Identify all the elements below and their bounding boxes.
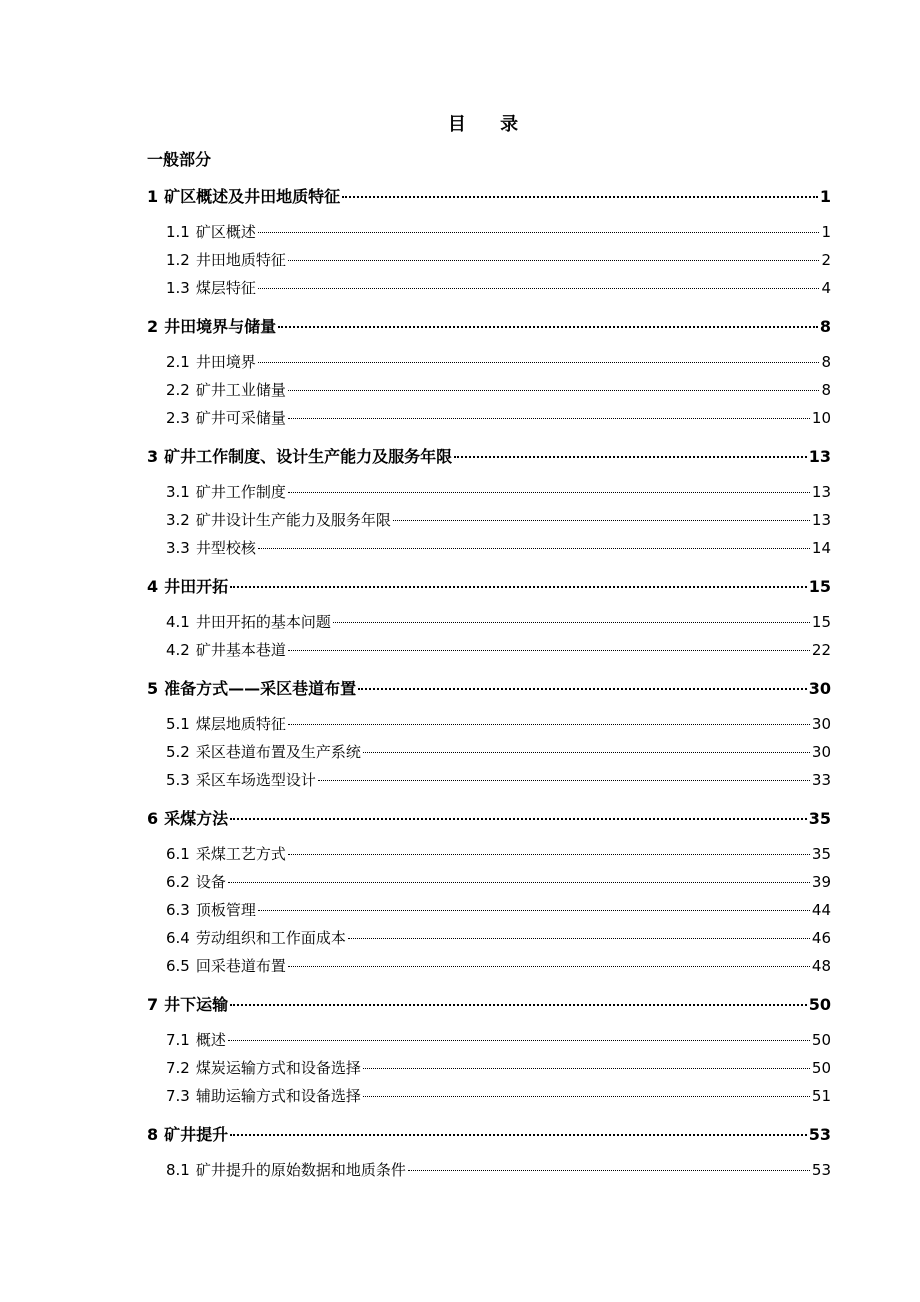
entry-number: 7.3	[166, 1087, 190, 1105]
dot-leader	[258, 548, 810, 549]
toc-chapter[interactable]	[147, 314, 831, 337]
entry-title: 采煤方法	[164, 809, 229, 828]
toc-chapter[interactable]	[147, 806, 831, 829]
entry-number: 1	[147, 187, 159, 206]
entry-page-number: 10	[811, 409, 831, 427]
toc-item[interactable]	[166, 611, 831, 632]
toc-item[interactable]	[166, 1085, 831, 1106]
toc-item[interactable]	[166, 277, 831, 298]
entry-number: 8	[147, 1125, 159, 1144]
entry-page-number: 22	[811, 641, 831, 659]
toc-item[interactable]	[166, 899, 831, 920]
entry-page-number: 14	[811, 539, 831, 557]
dot-leader	[333, 622, 810, 623]
dot-leader	[348, 938, 810, 939]
entry-title: 井田境界	[195, 353, 256, 371]
entry-number: 6	[147, 809, 159, 828]
toc-item[interactable]	[166, 537, 831, 558]
entry-number: 3.1	[166, 483, 190, 501]
toc-item[interactable]	[166, 955, 831, 976]
entry-number: 3.3	[166, 539, 190, 557]
toc-chapter[interactable]	[147, 992, 831, 1015]
dot-leader	[318, 780, 810, 781]
entry-title: 矿井设计生产能力及服务年限	[195, 511, 391, 529]
toc-chapter[interactable]	[147, 574, 831, 597]
entry-number: 2.2	[166, 381, 190, 399]
entry-title: 井田开拓	[164, 577, 229, 596]
entry-title: 煤层特征	[195, 279, 256, 297]
entry-page-number: 1	[819, 187, 831, 206]
entry-number: 1.1	[166, 223, 190, 241]
entry-title: 顶板管理	[195, 901, 256, 919]
dot-leader	[288, 390, 820, 391]
entry-title: 矿井提升	[164, 1125, 229, 1144]
dot-leader	[228, 882, 810, 883]
toc-item[interactable]	[166, 509, 831, 530]
section-label: 一般部分	[147, 150, 212, 169]
dot-leader	[288, 492, 810, 493]
dot-leader	[288, 966, 810, 967]
entry-page-number: 2	[821, 251, 831, 269]
entry-title: 矿井工作制度	[195, 483, 286, 501]
toc-chapter[interactable]	[147, 444, 831, 467]
entry-page-number: 50	[811, 1031, 831, 1049]
entry-title: 矿井工业储量	[195, 381, 286, 399]
dot-leader	[288, 854, 810, 855]
entry-number: 1.3	[166, 279, 190, 297]
toc-item[interactable]	[166, 407, 831, 428]
toc-item[interactable]	[166, 1159, 831, 1180]
entry-title: 劳动组织和工作面成本	[195, 929, 346, 947]
entry-number: 5.1	[166, 715, 190, 733]
entry-title: 矿井可采储量	[195, 409, 286, 427]
entry-title: 井田境界与储量	[164, 317, 277, 336]
dot-leader	[258, 910, 810, 911]
entry-page-number: 48	[811, 957, 831, 975]
toc-chapter[interactable]	[147, 1122, 831, 1145]
entry-page-number: 35	[808, 809, 831, 828]
entry-page-number: 53	[808, 1125, 831, 1144]
entry-page-number: 50	[808, 995, 831, 1014]
dot-leader	[230, 1134, 807, 1136]
entry-page-number: 15	[811, 613, 831, 631]
entry-number: 6.3	[166, 901, 190, 919]
entry-title: 采区车场选型设计	[195, 771, 316, 789]
entry-number: 3.2	[166, 511, 190, 529]
entry-number: 6.4	[166, 929, 190, 947]
entry-page-number: 4	[821, 279, 831, 297]
entry-page-number: 33	[811, 771, 831, 789]
dot-leader	[408, 1170, 810, 1171]
entry-title: 井型校核	[195, 539, 256, 557]
entry-page-number: 44	[811, 901, 831, 919]
entry-title: 煤炭运输方式和设备选择	[195, 1059, 361, 1077]
dot-leader	[258, 232, 820, 233]
dot-leader	[230, 1004, 807, 1006]
entry-number: 2.3	[166, 409, 190, 427]
page-title: 目 录	[447, 114, 533, 135]
toc-chapter[interactable]	[147, 676, 831, 699]
entry-number: 8.1	[166, 1161, 190, 1179]
entry-number: 5	[147, 679, 159, 698]
toc-item[interactable]	[166, 843, 831, 864]
entry-page-number: 50	[811, 1059, 831, 1077]
dot-leader	[278, 326, 818, 328]
entry-title: 煤层地质特征	[195, 715, 286, 733]
entry-title: 矿区概述及井田地质特征	[164, 187, 341, 206]
dot-leader	[258, 288, 820, 289]
toc-item[interactable]	[166, 379, 831, 400]
entry-number: 4.1	[166, 613, 190, 631]
entry-number: 2	[147, 317, 159, 336]
entry-title: 准备方式——采区巷道布置	[164, 679, 357, 698]
entry-page-number: 13	[808, 447, 831, 466]
toc-item[interactable]	[166, 927, 831, 948]
dot-leader	[363, 1068, 810, 1069]
entry-page-number: 30	[811, 743, 831, 761]
entry-number: 7.2	[166, 1059, 190, 1077]
dot-leader	[228, 1040, 810, 1041]
entry-page-number: 15	[808, 577, 831, 596]
dot-leader	[454, 456, 807, 458]
dot-leader	[258, 362, 820, 363]
dot-leader	[230, 818, 807, 820]
entry-page-number: 46	[811, 929, 831, 947]
toc-item[interactable]	[166, 351, 831, 372]
dot-leader	[288, 418, 810, 419]
toc-item[interactable]	[166, 1057, 831, 1078]
entry-page-number: 13	[811, 511, 831, 529]
entry-page-number: 51	[811, 1087, 831, 1105]
entry-page-number: 13	[811, 483, 831, 501]
entry-title: 井田地质特征	[195, 251, 286, 269]
entry-title: 概述	[195, 1031, 226, 1049]
entry-number: 1.2	[166, 251, 190, 269]
entry-title: 设备	[195, 873, 226, 891]
entry-number: 3	[147, 447, 159, 466]
entry-page-number: 35	[811, 845, 831, 863]
entry-title: 矿区概述	[195, 223, 256, 241]
entry-number: 2.1	[166, 353, 190, 371]
entry-number: 5.3	[166, 771, 190, 789]
dot-leader	[393, 520, 810, 521]
toc-item[interactable]	[166, 713, 831, 734]
entry-title: 矿井提升的原始数据和地质条件	[195, 1161, 406, 1179]
toc-item[interactable]	[166, 221, 831, 242]
entry-number: 4	[147, 577, 159, 596]
entry-page-number: 8	[821, 381, 831, 399]
entry-title: 采煤工艺方式	[195, 845, 286, 863]
entry-page-number: 8	[821, 353, 831, 371]
entry-title: 井田开拓的基本问题	[195, 613, 331, 631]
entry-number: 7.1	[166, 1031, 190, 1049]
dot-leader	[288, 724, 810, 725]
dot-leader	[342, 196, 818, 198]
entry-page-number: 1	[821, 223, 831, 241]
dot-leader	[363, 752, 810, 753]
entry-number: 6.1	[166, 845, 190, 863]
entry-number: 7	[147, 995, 159, 1014]
entry-title: 采区巷道布置及生产系统	[195, 743, 361, 761]
toc-chapter[interactable]	[147, 184, 831, 207]
dot-leader	[288, 650, 810, 651]
entry-page-number: 30	[808, 679, 831, 698]
toc-item[interactable]	[166, 871, 831, 892]
entry-page-number: 53	[811, 1161, 831, 1179]
toc-item[interactable]	[166, 1029, 831, 1050]
entry-number: 4.2	[166, 641, 190, 659]
entry-page-number: 30	[811, 715, 831, 733]
dot-leader	[230, 586, 807, 588]
toc-item[interactable]	[166, 249, 831, 270]
entry-page-number: 39	[811, 873, 831, 891]
entry-number: 6.2	[166, 873, 190, 891]
entry-number: 5.2	[166, 743, 190, 761]
dot-leader	[288, 260, 820, 261]
dot-leader	[358, 688, 807, 690]
toc-item[interactable]	[166, 769, 831, 790]
toc-item[interactable]	[166, 639, 831, 660]
entry-title: 回采巷道布置	[195, 957, 286, 975]
entry-title: 井下运输	[164, 995, 229, 1014]
entry-title: 矿井工作制度、设计生产能力及服务年限	[164, 447, 453, 466]
entry-number: 6.5	[166, 957, 190, 975]
entry-title: 矿井基本巷道	[195, 641, 286, 659]
toc-item[interactable]	[166, 741, 831, 762]
entry-page-number: 8	[819, 317, 831, 336]
dot-leader	[363, 1096, 810, 1097]
entry-title: 辅助运输方式和设备选择	[195, 1087, 361, 1105]
toc-item[interactable]	[166, 481, 831, 502]
